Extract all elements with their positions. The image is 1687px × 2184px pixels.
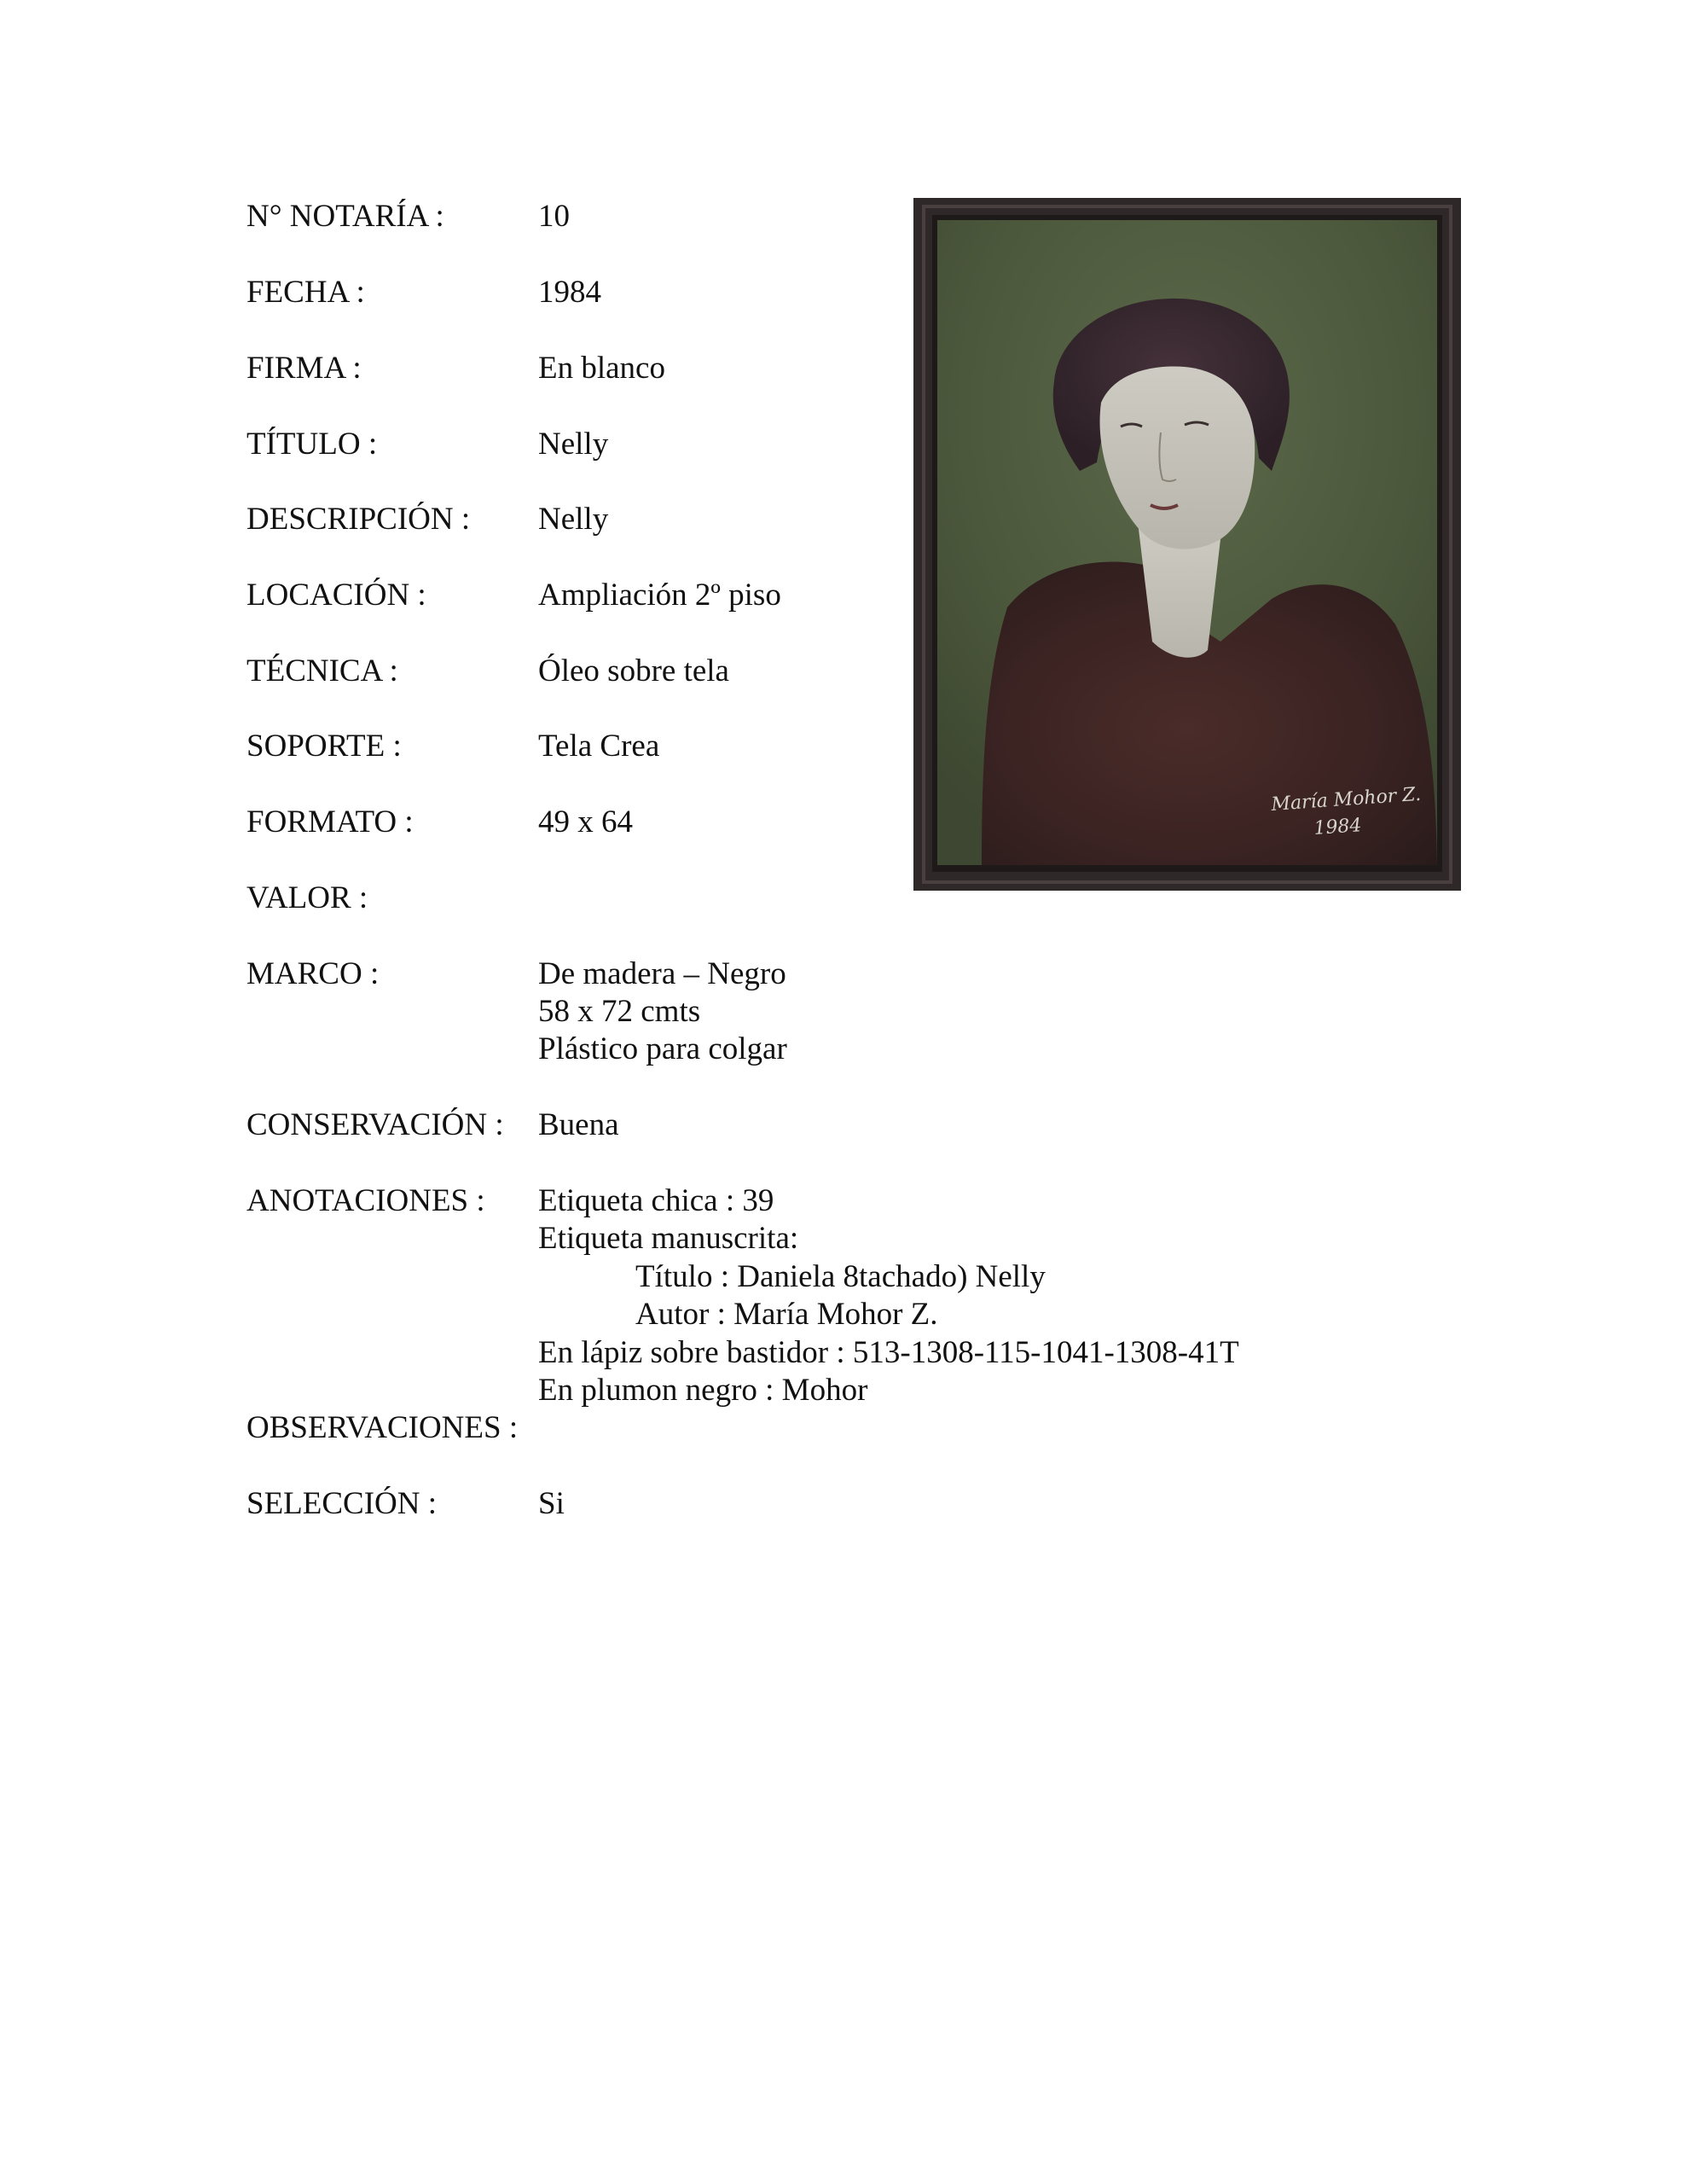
painting-signature: María Mohor Z. [1270, 783, 1422, 816]
field-value-seleccion: Si [538, 1486, 565, 1521]
field-label-soporte: SOPORTE : [246, 729, 402, 764]
field-value-marco-line: Plástico para colgar [538, 1031, 787, 1066]
field-value-anotaciones-line: Etiqueta chica : 39 [538, 1183, 774, 1218]
field-label-locacion: LOCACIÓN : [246, 578, 426, 613]
field-label-firma: FIRMA : [246, 351, 362, 386]
field-label-seleccion: SELECCIÓN : [246, 1486, 438, 1521]
field-label-anotaciones: ANOTACIONES : [246, 1183, 485, 1218]
field-value-fecha: 1984 [538, 275, 601, 310]
field-label-valor: VALOR : [246, 880, 368, 915]
field-value-titulo: Nelly [538, 427, 609, 462]
field-label-marco: MARCO : [246, 956, 380, 991]
field-value-anotaciones-line: Etiqueta manuscrita: [538, 1221, 799, 1256]
field-label-titulo: TÍTULO : [246, 427, 378, 462]
field-value-marco-line: De madera – Negro [538, 956, 786, 991]
field-value-anotaciones-line: En lápiz sobre bastidor : 513-1308-115-1041-1308-41T [538, 1335, 1239, 1370]
field-value-anotaciones-line: Autor : María Mohor Z. [635, 1297, 938, 1332]
painting-signature-year: 1984 [1313, 815, 1363, 839]
field-value-firma: En blanco [538, 351, 665, 386]
painting-image [913, 198, 1461, 891]
field-value-conservacion: Buena [538, 1107, 619, 1142]
field-value-descripcion: Nelly [538, 502, 609, 537]
field-label-descripcion: DESCRIPCIÓN : [246, 502, 471, 537]
field-value-tecnica: Óleo sobre tela [538, 653, 729, 688]
field-label-fecha: FECHA : [246, 275, 365, 310]
field-label-formato: FORMATO : [246, 804, 414, 839]
field-value-soporte: Tela Crea [538, 729, 660, 764]
field-label-conservacion: CONSERVACIÓN : [246, 1107, 504, 1142]
field-label-notaria: N° NOTARÍA : [246, 199, 444, 234]
field-label-tecnica: TÉCNICA : [246, 653, 398, 688]
field-value-anotaciones-line: Título : Daniela 8tachado) Nelly [635, 1259, 1046, 1294]
field-value-anotaciones-line: En plumon negro : Mohor [538, 1373, 868, 1408]
field-label-observaciones: OBSERVACIONES : [246, 1410, 519, 1445]
field-value-notaria: 10 [538, 199, 570, 234]
field-value-marco-line: 58 x 72 cmts [538, 994, 701, 1029]
field-value-locacion: Ampliación 2º piso [538, 578, 781, 613]
field-value-formato: 49 x 64 [538, 804, 633, 839]
